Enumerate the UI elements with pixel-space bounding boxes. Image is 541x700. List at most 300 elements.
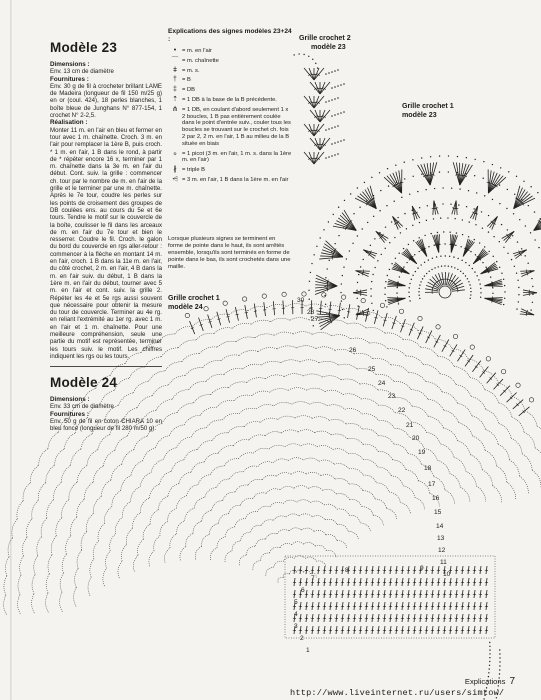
chain-stitch-mark [419,222,420,223]
treble-stitch-mark [384,626,385,634]
chain-stitch-mark [431,269,432,270]
treble-stitch-mark [424,164,430,185]
chain-stitch-mark [442,187,443,188]
chain-loop-arc [134,436,147,450]
treble-stitch-mark [306,566,307,574]
chain-loop-arc [346,423,362,429]
chain-loop-arc [110,364,125,376]
chain-loop-arc [103,568,107,586]
treble-stitch-mark [452,290,465,291]
chain-loop-arc [535,448,541,465]
chain-stitch-mark [399,276,400,277]
legend-item-text: = m. chaînette [182,57,219,64]
chain-loop-arc [204,453,218,462]
chain-loop-arc [189,381,206,389]
chain-stitch-mark [470,298,471,299]
treble-stitch-mark [408,578,409,586]
chain-stitch-mark [480,292,481,293]
chain-stitch-mark [370,288,371,289]
chain-loop-arc [240,498,253,505]
chain-loop-arc [111,464,122,480]
chain-stitch-mark [379,210,380,211]
chain-stitch-mark [331,71,333,73]
chain-stitch-mark [439,155,440,156]
chain-loop-arc [288,388,306,391]
treble-stitch-mark [402,566,403,574]
legend-item-text: = 1 DB, en coulant d'abord seulement 1 x 2 boucles, 1 B pas entièrement coulée dans le point d'entrée suiv., couler tous les boucles se trouvant sur le crochet ch. fois 2 par 2, 2 m. en l'air, 1 B au milieu de la B située en biais [182,106,291,147]
chain-stitch-mark [334,86,336,88]
chain-loop-arc [126,528,132,544]
treble-stitch-mark [426,614,427,622]
chain-stitch-mark [534,239,535,240]
chain-stitch-mark [531,278,532,279]
chain-loop-arc [406,356,423,364]
chain-loop-arc [235,519,246,527]
chain-stitch-mark [328,128,330,130]
treble-stitch-mark [324,578,325,586]
treble-stitch-mark [330,626,331,634]
treble-stitch-mark [468,626,469,634]
treble-stitch-mark [306,626,307,634]
picot-stitch-mark [262,294,266,298]
chain-loop-arc [62,554,66,573]
row-number-label: 11 [440,559,447,566]
treble-stitch-mark [324,602,325,610]
chain-stitch-mark [507,229,508,230]
treble-stitch-mark [300,614,301,622]
chain-stitch-mark [334,98,336,100]
chain-stitch-mark [334,154,336,156]
chain-stitch-mark [476,192,477,193]
chain-loop-arc [437,460,449,473]
treble-stitch-mark [474,566,475,574]
chain-loop-arc [234,395,252,401]
chain-stitch-mark [527,263,528,264]
chain-loop-arc [131,461,143,475]
chain-stitch-mark [499,203,500,204]
treble-stitch-mark [330,566,331,574]
chain-stitch-mark [424,262,425,263]
chain-stitch-mark [480,288,481,289]
chain-loop-arc [239,408,256,413]
chain-stitch-mark [442,203,443,204]
chain-stitch-mark [500,167,501,168]
treble-stitch-mark [420,578,421,586]
crochet-symbol-icon: ǂ [172,66,178,74]
chain-loop-arc [186,533,193,546]
treble-stitch-mark [309,152,314,164]
chain-loop-arc [210,548,217,560]
chain-stitch-mark [370,295,371,296]
chain-loop-arc [165,362,182,371]
treble-stitch-mark [390,578,391,586]
chain-stitch-mark [421,157,422,158]
chain-loop-arc [77,499,85,517]
treble-stitch-mark [314,68,319,80]
chain-stitch-mark [490,276,491,277]
chain-loop-arc [243,466,258,472]
chain-loop-arc [246,546,255,555]
chain-loop-arc [222,413,239,420]
chain-loop-arc [225,527,235,537]
chain-stitch-mark [445,255,446,256]
chain-loop-arc [336,494,349,500]
chain-stitch-mark [334,243,335,244]
chain-stitch-mark [519,219,520,220]
treble-stitch-mark [374,310,378,324]
treble-stitch-mark [372,590,373,598]
picot-stitch-mark [436,325,440,329]
grid-1-model-24-chart [4,292,541,700]
chain-loop-arc [411,390,428,400]
chain-loop-arc [218,446,233,454]
chain-stitch-mark [313,254,314,255]
model-24-supplies: Env. 50 g de fil en coton CHIARA 10 en bleu foncé (longueur de fil 280 m/50 g). [50,418,162,433]
chain-loop-arc [211,387,229,394]
treble-stitch-mark [366,566,367,574]
chain-stitch-mark [331,155,333,157]
chain-loop-arc [482,470,492,486]
chain-stitch-mark [417,267,418,268]
chain-loop-arc [300,360,319,363]
treble-stitch-mark [390,602,391,610]
chain-loop-arc [163,448,176,460]
treble-stitch-mark [283,300,284,314]
chain-loop-arc [337,525,348,532]
treble-stitch-mark [387,298,405,299]
treble-stitch-mark [336,614,337,622]
grid-title-line: Grille crochet 1 [402,102,454,110]
chain-loop-arc [394,381,411,389]
treble-stitch-mark [426,602,427,610]
treble-stitch-mark [456,201,457,215]
treble-stitch-mark [432,602,433,610]
chain-loop-arc [458,403,473,416]
chain-stitch-mark [334,70,336,72]
treble-stitch-mark [450,590,451,598]
chain-stitch-mark [386,306,387,307]
chain-loop-arc [252,320,271,324]
chain-stitch-mark [325,73,327,75]
chain-loop-arc [403,486,414,497]
chain-loop-arc [309,402,327,405]
chain-loop-arc [426,432,440,444]
chain-loop-arc [277,530,289,534]
legend-item-text: = 1 picot (3 m. en l'air, 1 m. s. dans la 1ère m. en l'air) [182,150,292,164]
treble-stitch-mark [348,578,349,586]
row-number-label: 1 [306,647,310,654]
chain-loop-arc [334,464,349,469]
treble-stitch-mark [417,326,423,339]
treble-stitch-mark [353,293,367,296]
chain-stitch-mark [337,69,339,71]
chain-stitch-mark [424,275,425,276]
chain-loop-arc [273,459,288,463]
chain-stitch-mark [334,126,336,128]
chain-stitch-mark [400,232,401,233]
treble-stitch-mark [342,626,343,634]
treble-stitch-mark [434,335,441,347]
chain-loop-arc [77,466,87,483]
chain-loop-arc [150,510,158,525]
chain-loop-arc [88,577,91,595]
chain-loop-arc [302,528,314,531]
treble-stitch-mark [460,164,466,185]
chain-loop-arc [151,460,163,473]
treble-stitch-mark [324,590,325,598]
treble-stitch-mark [456,578,457,586]
chain-loop-arc [313,332,332,335]
treble-stitch-mark [462,566,463,574]
chain-loop-arc [203,361,221,368]
row-number-label: 26 [349,347,357,354]
chain-stitch-mark [439,171,440,172]
treble-stitch-mark [384,578,385,586]
chain-stitch-mark [475,254,476,255]
chain-loop-arc [299,514,312,517]
chain-stitch-mark [414,254,415,255]
crochet-symbol-icon: ⩤ [172,175,178,183]
chain-loop-arc [250,525,261,532]
chain-stitch-mark [530,309,531,310]
chain-stitch-mark [408,244,409,245]
chain-loop-arc [239,555,246,565]
chain-loop-arc [253,561,260,570]
chain-stitch-mark [338,207,339,208]
treble-stitch-mark [513,400,523,409]
chain-loop-arc [96,376,110,389]
chain-loop-arc [53,482,61,500]
treble-stitch-mark [312,590,313,598]
treble-stitch-mark [342,590,343,598]
chain-loop-arc [428,416,443,428]
chain-loop-arc [499,403,512,417]
chain-loop-arc [217,400,234,407]
chain-stitch-mark [479,242,480,243]
chain-loop-arc [262,475,276,480]
chain-stitch-mark [489,657,490,658]
chain-stitch-mark [328,221,329,222]
chain-stitch-mark [507,253,508,254]
chain-loop-arc [232,541,240,551]
chain-loop-arc [37,537,42,556]
chain-loop-arc [254,448,270,453]
treble-stitch-mark [300,566,301,574]
chain-stitch-mark [537,192,538,193]
chain-stitch-mark [418,291,419,292]
chain-stitch-mark [424,235,425,236]
chain-stitch-mark [385,248,386,249]
chain-stitch-mark [470,294,471,295]
chain-loop-arc [360,384,378,390]
chain-stitch-mark [415,271,416,272]
chain-loop-arc [171,460,184,472]
grid-title-line: Grille crochet 1 [168,294,220,302]
chain-loop-arc [456,385,471,397]
chain-loop-arc [69,482,77,499]
chain-stitch-mark [379,172,380,173]
chain-loop-arc [438,356,454,366]
chain-stitch-mark [411,279,412,280]
grid-2-model-23-chart [293,53,344,164]
chain-stitch-mark [371,281,372,282]
chain-loop-arc [244,422,261,427]
treble-stitch-mark [324,626,325,634]
chain-loop-arc [412,406,428,416]
treble-stitch-mark [366,614,367,622]
row-number-label: 6 [301,587,305,594]
stitch-crossbar [245,312,248,313]
crochet-symbol-icon: ‡ [173,86,177,94]
chain-loop-arc [520,476,529,493]
treble-stitch-mark [320,301,321,315]
chain-stitch-mark [489,642,490,643]
chain-stitch-mark [349,250,350,251]
model-24-dimensions: Env. 33 cm de diamètre [50,403,114,411]
chain-loop-arc [411,422,426,432]
picot-stitch-mark [418,316,422,320]
chain-loop-arc [98,524,104,542]
treble-stitch-mark [456,614,457,622]
chain-loop-arc [316,561,326,567]
chain-stitch-mark [503,247,504,248]
treble-stitch-mark [480,614,481,622]
chain-stitch-mark [364,182,365,183]
treble-stitch-mark [318,578,319,586]
treble-stitch-mark [507,393,517,403]
chain-loop-arc [179,472,191,484]
chain-loop-arc [55,449,65,466]
chain-loop-arc [426,382,442,392]
chain-stitch-mark [482,227,483,228]
chain-stitch-mark [496,261,497,262]
treble-stitch-mark [390,614,391,622]
treble-stitch-mark [444,626,445,634]
chain-loop-arc [444,410,459,422]
chain-loop-arc [454,366,470,377]
chain-stitch-mark [316,246,317,247]
chain-stitch-mark [309,281,310,282]
chain-loop-arc [316,347,335,351]
chain-loop-arc [314,530,326,535]
chain-stitch-mark [499,661,500,662]
picot-stitch-mark [516,383,520,387]
chain-loop-arc [118,561,122,578]
chain-stitch-mark [385,300,386,301]
chain-loop-arc [198,475,211,485]
chain-loop-arc [156,399,172,410]
chain-loop-arc [484,371,499,384]
chain-stitch-mark [530,186,531,187]
chain-stitch-mark [488,215,489,216]
model-24-supplies-label: Fournitures : [50,410,89,418]
chain-loop-arc [373,515,383,525]
chain-stitch-mark [469,265,470,266]
chain-stitch-mark [343,111,345,113]
chain-loop-arc [206,374,224,381]
chain-loop-arc [351,338,370,343]
chain-stitch-mark [386,205,387,206]
chain-loop-arc [138,539,144,555]
row-number-label: 12 [438,547,446,554]
chain-stitch-mark [408,292,409,293]
chain-stitch-mark [504,285,505,286]
treble-stitch-mark [384,602,385,610]
chain-stitch-mark [331,127,333,129]
chain-stitch-mark [331,143,333,145]
legend-item-text: = 1 DB à la base de la B précédente. [182,96,277,103]
chain-stitch-mark [341,283,342,284]
chain-loop-arc [105,405,119,419]
treble-stitch-mark [378,626,379,634]
treble-stitch-mark [309,68,314,80]
treble-stitch-mark [318,602,319,610]
chain-stitch-mark [404,178,405,179]
chain-loop-arc [265,375,284,379]
chain-loop-arc [177,437,191,448]
chain-loop-arc [323,489,337,494]
treble-stitch-mark [426,578,427,586]
chain-stitch-mark [420,264,421,265]
chain-stitch-mark [404,162,405,163]
chain-loop-arc [5,557,9,576]
treble-stitch-mark [456,626,457,634]
chain-stitch-mark [346,258,347,259]
chain-loop-arc [4,576,7,595]
chain-stitch-mark [489,661,490,662]
stitch-crossbar [226,316,229,317]
stitch-crossbar [347,312,350,313]
chain-stitch-mark [357,282,358,283]
treble-stitch-mark [408,590,409,598]
chain-loop-arc [177,521,185,534]
chain-loop-arc [375,499,386,509]
chain-loop-arc [312,516,325,520]
chain-loop-arc [348,531,358,539]
treble-stitch-mark [190,321,195,334]
chain-loop-arc [274,516,287,520]
chain-loop-arc [112,491,121,507]
chain-loop-arc [239,351,258,356]
treble-stitch-mark [390,566,391,574]
chain-loop-arc [47,500,54,518]
chain-stitch-mark [468,190,469,191]
chain-loop-arc [4,595,7,614]
chain-stitch-mark [329,260,330,261]
chain-loop-arc [256,405,274,409]
row-number-label: 18 [424,465,432,472]
chain-loop-arc [507,482,516,499]
chain-loop-arc [93,496,101,513]
chain-loop-arc [62,500,69,518]
treble-stitch-mark [315,138,320,150]
chain-loop-arc [472,416,486,430]
chain-stitch-mark [440,256,441,257]
treble-stitch-mark [330,590,331,598]
chain-stitch-mark [534,211,535,212]
chain-loop-arc [391,365,409,373]
chain-loop-arc [305,557,316,561]
chain-loop-arc [343,394,361,399]
treble-stitch-mark [480,590,481,598]
chain-stitch-mark [436,256,437,257]
chain-stitch-mark [499,184,500,185]
chain-stitch-mark [372,274,373,275]
chain-loop-arc [255,539,265,546]
grid-title-line: modèle 24 [168,302,203,311]
chain-stitch-mark [396,292,397,293]
chain-loop-arc [362,507,373,516]
